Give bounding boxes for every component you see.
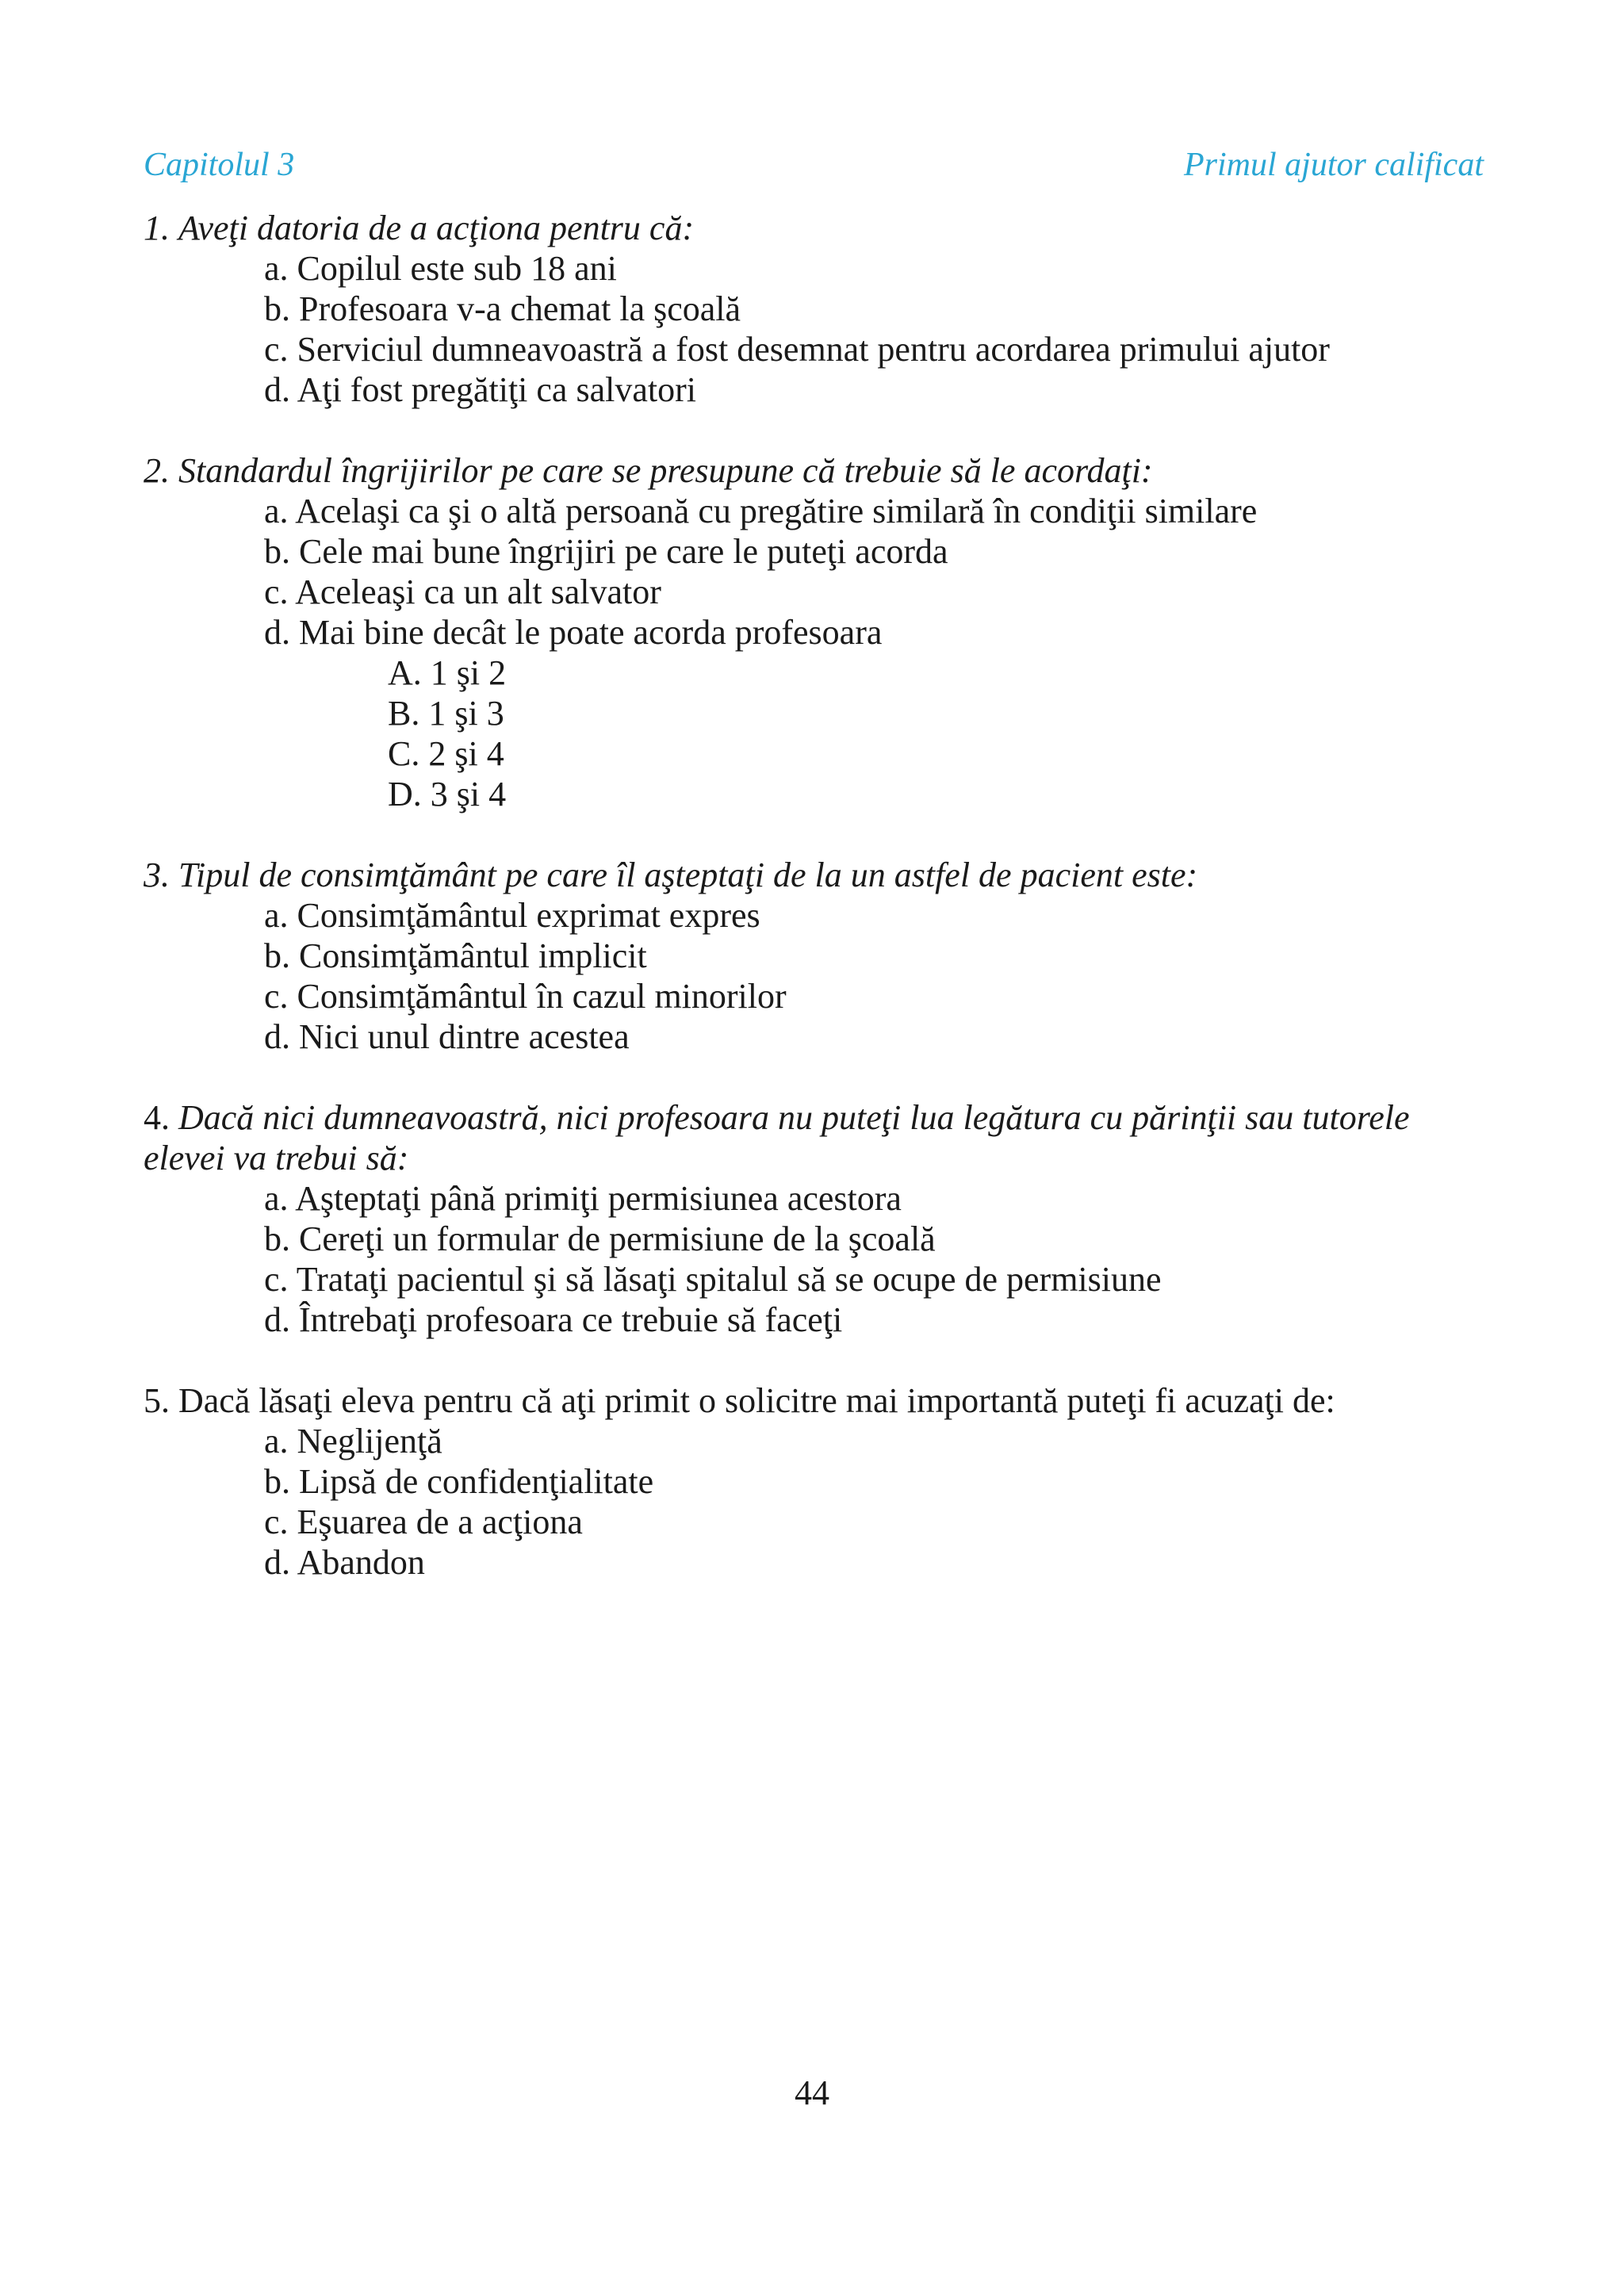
option-item: a. Acelaşi ca şi o altă persoană cu pregătire similară în condiţii similare [264,492,1258,530]
option-item: a. Consimţământul exprimat expres [264,896,760,935]
chapter-label: Capitolul 3 [144,147,295,183]
running-header [144,141,1484,189]
option-item: b. Cele mai bune îngrijiri pe care le puteţi acorda [264,532,948,571]
question-2-combinations [144,653,1492,814]
option-item: d. Aţi fost pregătiţi ca salvatori [264,370,696,409]
option-item: c. Serviciul dumneavoastră a fost desemnat pentru acordarea primului ajutor [264,330,1330,369]
combination-item: C. 2 şi 4 [388,734,504,773]
question-1 [144,208,1492,410]
option-item: c. Trataţi pacientul şi să lăsaţi spitalul să se ocupe de permisiune [264,1260,1162,1299]
question-3-prompt: Tipul de consimţământ pe care îl aşteptaţi de la un astfel de pacient este: [178,856,1198,894]
option-item: b. Cereţi un formular de permisiune de la şcoală [264,1219,936,1258]
page-number: 44 [795,2073,829,2112]
option-item: a. Aşteptaţi până primiţi permisiunea acestora [264,1179,902,1218]
question-4-text [144,1097,1484,1178]
question-5 [144,1380,1492,1583]
question-5-text [144,1380,1492,1421]
question-2-number: 2. [144,451,170,490]
question-1-options [144,248,1492,410]
question-1-prompt: Aveţi datoria de a acţiona pentru că: [178,209,695,247]
option-item: b. Lipsă de confidenţialitate [264,1462,654,1501]
question-3-text [144,855,1492,895]
option-item: b. Consimţământul implicit [264,936,647,975]
question-2-prompt: Standardul îngrijirilor pe care se presupune că trebuie să le acordaţi: [178,451,1153,490]
book-title: Primul ajutor calificat [1184,147,1484,183]
question-5-prompt: Dacă lăsaţi eleva pentru că aţi primit o solicitre mai importantă puteţi fi acuzaţi de: [178,1381,1335,1420]
question-5-number: 5. [144,1381,170,1420]
question-5-options [144,1421,1492,1583]
combination-item: D. 3 şi 4 [388,775,507,813]
question-4-options [144,1178,1492,1340]
question-4-prompt: Dacă nici dumneavoastră, nici profesoara nu puteţi lua legătura cu părinţii sau tutorele elevei va trebui să: [144,1098,1410,1177]
combination-item: B. 1 şi 3 [388,694,504,733]
option-item: d. Întrebaţi profesoara ce trebuie să faceţi [264,1300,843,1339]
question-3-options [144,895,1492,1057]
option-item: c. Eşuarea de a acţiona [264,1503,583,1541]
question-2 [144,450,1492,814]
option-item: d. Abandon [264,1543,425,1582]
question-2-text [144,450,1492,491]
question-1-number: 1. [144,209,170,247]
option-item: b. Profesoara v-a chemat la şcoală [264,289,741,328]
option-item: c. Consimţământul în cazul minorilor [264,977,787,1016]
question-4 [144,1097,1492,1340]
option-item: a. Neglijenţă [264,1422,442,1460]
option-item: d. Mai bine decât le poate acorda profesoara [264,613,883,652]
question-3 [144,855,1492,1057]
question-1-text [144,208,1492,248]
option-item: d. Nici unul dintre acestea [264,1017,630,1056]
option-item: a. Copilul este sub 18 ani [264,249,617,288]
question-4-number: 4. [144,1098,170,1137]
question-3-number: 3. [144,856,170,894]
combination-item: A. 1 şi 2 [388,653,507,692]
quiz-content [144,208,1492,1623]
question-2-options [144,491,1492,653]
option-item: c. Aceleaşi ca un alt salvator [264,572,661,611]
